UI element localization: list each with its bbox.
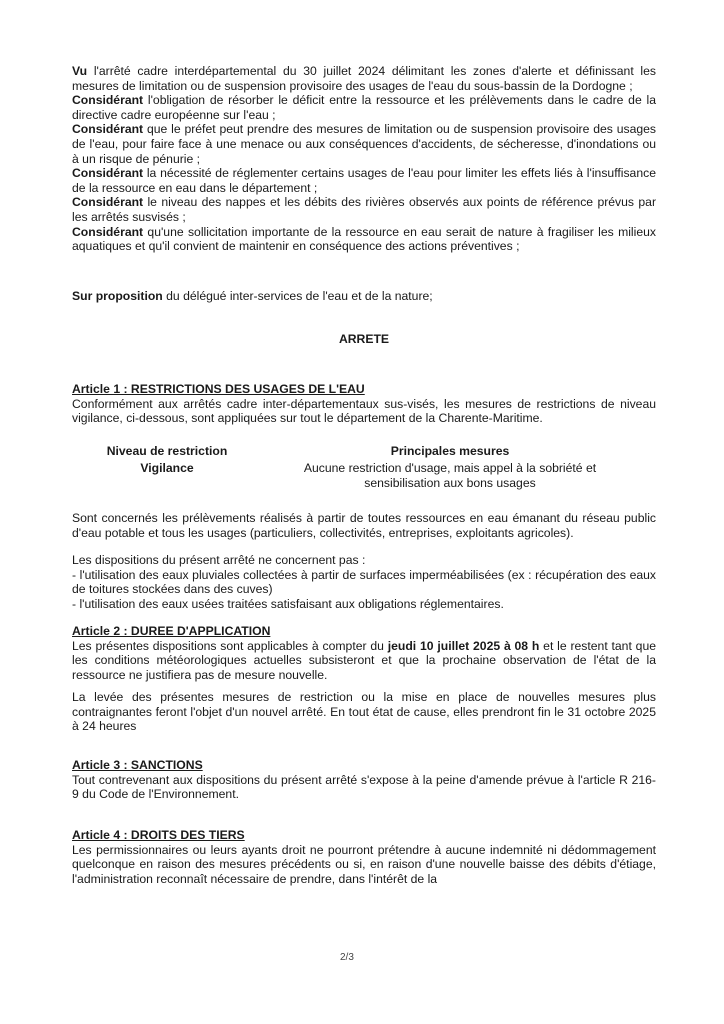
article-2-para-1: Les présentes dispositions sont applicables à compter du jeudi 10 juillet 2025 à 08 h et le restent tant que les conditions météorologiques actuelles subsisteront et que la prochaine observation de l'état de la ressource ne justifiera pas de mesure nouvelle. [72,638,656,682]
preamble-considerant-2: Considérant que le préfet peut prendre des mesures de limitation ou de suspension provisoire des usages de l'eau, pour faire face à une menace ou aux conséquences d'accidents, de sécheresse, d'inondations ou à un risque de pénurie ; [72,122,656,166]
proposal: Sur proposition du délégué inter-services de l'eau et de la nature; [72,289,433,303]
article-3-text: Tout contrevenant aux dispositions du présent arrêté s'expose à la peine d'amende prévue à l'article R 216-9 du Code de l'Environnement. [72,772,656,802]
article-1-exclusions [72,553,656,611]
preamble-considerant-4: Considérant le niveau des nappes et les débits des rivières observés aux points de référence prévus par les arrêtés susvisés ; [72,195,656,224]
article-1 [72,382,656,426]
article-4-title: Article 4 : DROITS DES TIERS [72,828,245,842]
header-measures: Principales mesures [390,444,510,458]
preamble-considerant-3: Considérant la nécessité de réglementer certains usages de l'eau pour limiter les effets liés à l'insuffisance de la ressource en eau dans le département ; [72,166,656,195]
article-1-scope: Sont concernés les prélèvements réalisés à partir de toutes ressources en eau émanant du réseau public d'eau potable et tous les usages (particuliers, collectivités, entreprises, exploitants agricoles). [72,511,656,540]
article-2 [72,624,656,682]
measures-vigilance: Aucune restriction d'usage, mais appel à la sobriété et sensibilisation aux bons usages [303,461,597,490]
header-level: Niveau de restriction [106,444,228,458]
article-2-para-2: La levée des présentes mesures de restriction ou la mise en place de nouvelles mesures plus contraignantes feront l'objet d'un nouvel arrêté. En tout état de cause, elles prendront fin le 31 octobre 2025 à 24 heures [72,690,656,734]
exclusions-intro: Les dispositions du présent arrêté ne concernent pas : [72,553,366,567]
article-4 [72,828,656,886]
article-2-title: Article 2 : DUREE D'APPLICATION [72,624,271,638]
level-vigilance: Vigilance [140,461,194,475]
preamble-vu: Vu l'arrêté cadre interdépartemental du 30 juillet 2024 délimitant les zones d'alerte et définissant les mesures de limitation ou de suspension provisoire des usages de l'eau du sous-bassin de la Dordogne ; [72,64,656,93]
article-1-title: Article 1 : RESTRICTIONS DES USAGES DE L'EAU [72,382,365,396]
arrete-heading: ARRETE [338,332,390,346]
article-1-intro: Conformément aux arrêtés cadre inter-départementaux sus-visés, les mesures de restrictions de niveau vigilance, ci-dessous, sont appliquées sur tout le département de la Charente-Maritime. [72,396,656,426]
article-3 [72,758,656,802]
article-4-text: Les permissionnaires ou leurs ayants droit ne pourront prétendre à aucune indemnité ni dédommagement quelconque en raison des mesures précédents ou si, en raison d'une nouvelle baisse des débits d'étiage, l'administration reconnaît nécessaire de prendre, dans l'intérêt de la [72,842,656,886]
preamble [72,64,656,254]
exclusion-item-1: - l'utilisation des eaux pluviales collectées à partir de surfaces imperméabilisées (ex : récupération des eaux de toitures stockées dans des cuves) [72,567,656,597]
article-3-title: Article 3 : SANCTIONS [72,758,203,772]
preamble-considerant-5: Considérant qu'une sollicitation importante de la ressource en eau serait de nature à fragiliser les milieux aquatiques et qu'il convient de maintenir en conséquence des actions préventives ; [72,224,656,254]
preamble-considerant-1: Considérant l'obligation de résorber le déficit entre la ressource et les prélèvements dans le cadre de la directive cadre européenne sur l'eau ; [72,93,656,122]
page-number: 2/3 [340,952,354,963]
exclusion-item-2: - l'utilisation des eaux usées traitées satisfaisant aux obligations réglementaires. [72,596,504,611]
